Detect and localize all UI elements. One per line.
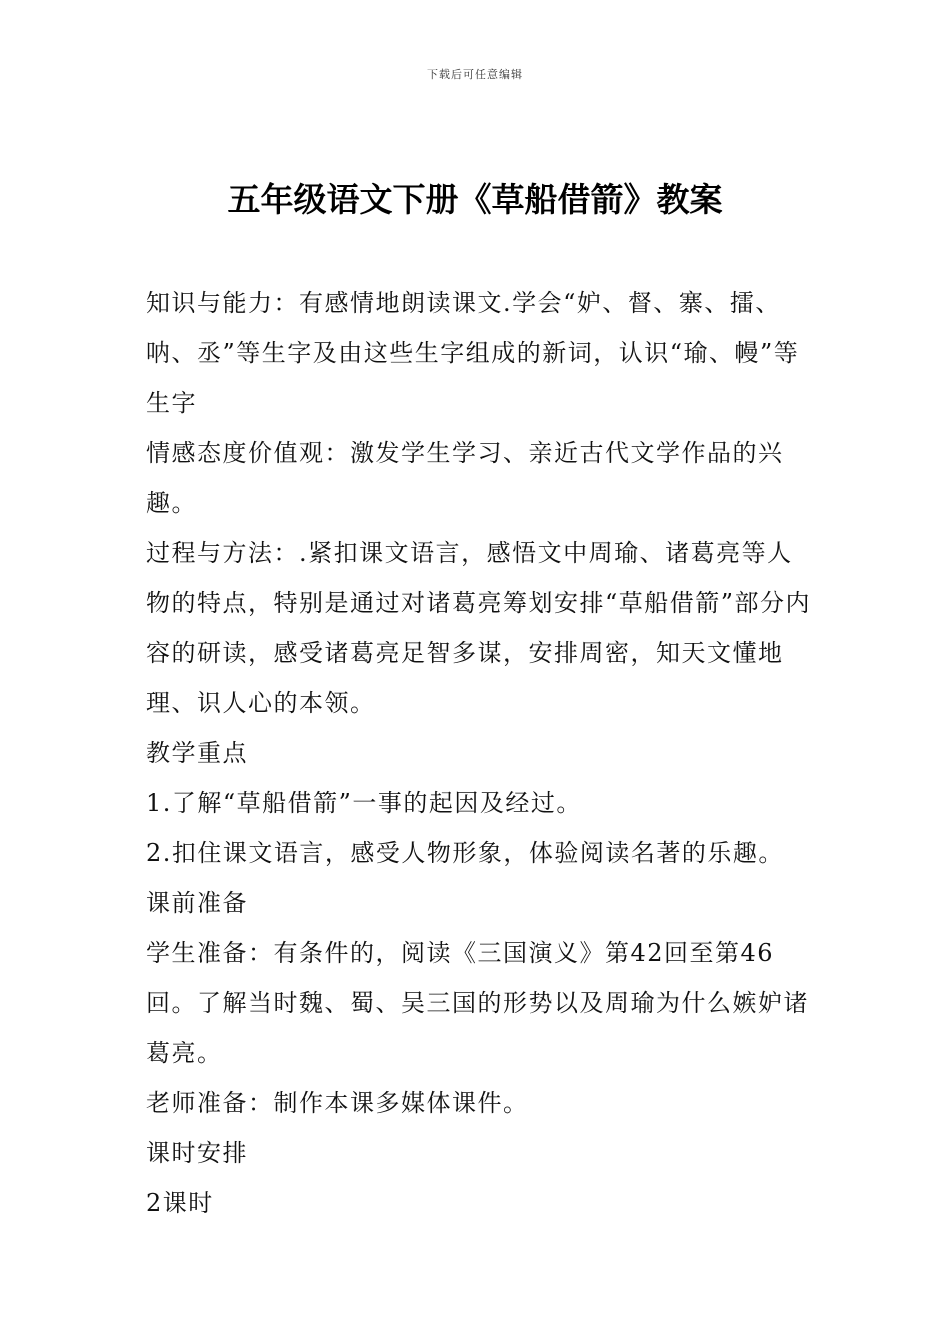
key-point-1: 1.了解“草船借箭”一事的起因及经过。 bbox=[146, 789, 582, 817]
document-body bbox=[146, 278, 816, 1228]
section-heading-preparation: 课前准备 bbox=[146, 889, 248, 917]
header-note: 下载后可任意编辑 bbox=[427, 68, 523, 81]
document-title: 五年级语文下册《草船借箭》教案 bbox=[227, 180, 723, 219]
objective-attitude: 情感态度价值观：激发学生学习、亲近古代文学作品的兴趣。 bbox=[146, 439, 784, 517]
section-heading-schedule: 课时安排 bbox=[146, 1139, 248, 1167]
teacher-preparation: 老师准备：制作本课多媒体课件。 bbox=[146, 1089, 529, 1117]
key-point-2: 2.扣住课文语言，感受人物形象，体验阅读名著的乐趣。 bbox=[146, 839, 784, 867]
section-heading-key-points: 教学重点 bbox=[146, 739, 248, 767]
objective-process: 过程与方法：.紧扣课文语言，感悟文中周瑜、诸葛亮等人物的特点，特别是通过对诸葛亮筹划安排“草船借箭”部分内容的研读，感受诸葛亮足智多谋，安排周密，知天文懂地理、识人心的本领。 bbox=[146, 539, 812, 717]
objective-knowledge: 知识与能力：有感情地朗读课文.学会“妒、督、寨、擂、呐、丞”等生字及由这些生字组成的新词，认识“瑜、幔”等生字 bbox=[146, 289, 800, 417]
student-preparation: 学生准备：有条件的，阅读《三国演义》第42回至第46回。了解当时魏、蜀、吴三国的形势以及周瑜为什么嫉妒诸葛亮。 bbox=[146, 939, 809, 1067]
schedule-value: 2课时 bbox=[146, 1189, 214, 1217]
